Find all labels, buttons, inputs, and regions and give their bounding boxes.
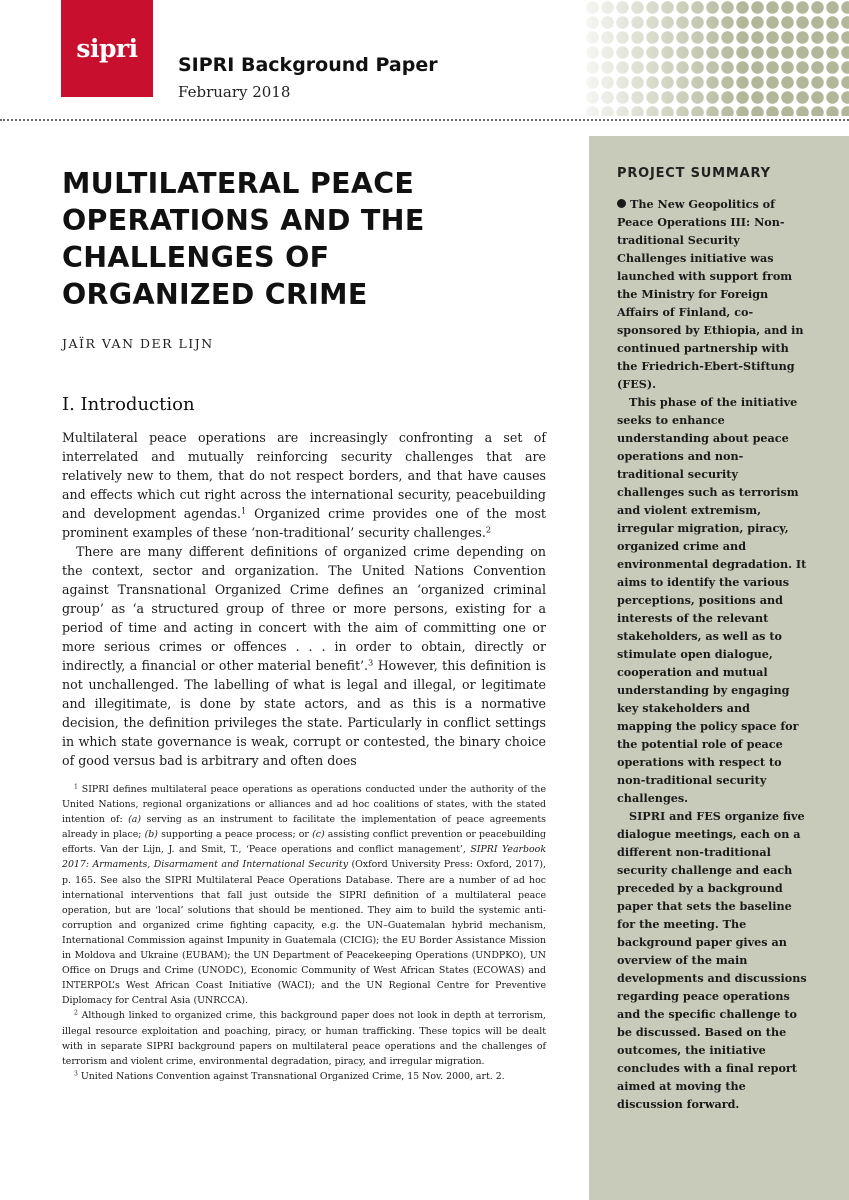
summary-paragraph: This phase of the initiative seeks to enhance understanding about peace operations and non-traditional security challenges such as terrorism and violent extremism, irregular migration, piracy, organized crime and environmental degradation. It aims to identify the various perceptions, positions and interests of the relevant stakeholders, as well as to stimulate open dialogue, cooperation and mutual understanding by engaging key stakeholders and mapping the policy space for the potential role of peace operations with respect to non-traditional security challenges.	[617, 395, 807, 805]
publication-date: February 2018	[178, 83, 291, 101]
footnote: $^3$ United Nations Convention against Transnational Organized Crime, 15 Nov. 2000, art. 2.	[74, 1070, 505, 1082]
summary-paragraph: SIPRI and FES organize five dialogue meetings, each on a different non-traditional security challenge and each preceded by a background paper that sets the baseline for the meeting. The background paper gives an overview of the main developments and discussions regarding peace operations and the specific challenge to be discussed. Based on the outcomes, the initiative concludes with a final report aimed at moving the discussion forward.	[617, 809, 807, 1111]
footnotes	[62, 782, 546, 1084]
summary-paragraph: The New Geopolitics of Peace Operations III: Non-traditional Security Challenges initiative was launched with support from the Ministry for Foreign Affairs of Finland, co-sponsored by Ethiopia, and in continued partnership with the Friedrich-Ebert-Stiftung (FES).	[617, 197, 804, 391]
header-divider	[0, 119, 849, 121]
logo-text: sipri	[76, 34, 138, 63]
decorative-dot-pattern	[585, 0, 849, 116]
project-summary-heading: PROJECT SUMMARY	[617, 166, 771, 181]
project-summary-sidebar	[589, 136, 849, 1200]
footnote-ref[interactable]: 1	[240, 505, 247, 516]
body-paragraph: Multilateral peace operations are increasingly confronting a set of interrelated and mutually reinforcing security challenges that are relatively new to them, that do not respect borders, and that have causes and effects which cut right across the international security, peacebuilding and development agendas.$^1$ Organized crime provides one of the most prominent examples of these ‘non-traditional’ security challenges.$^2$	[62, 430, 546, 540]
body-text	[62, 428, 546, 770]
footnote-ref[interactable]: 2	[485, 524, 492, 535]
series-title: SIPRI Background Paper	[178, 54, 438, 76]
bullet-icon	[617, 199, 626, 208]
paper-title: MULTILATERAL PEACE OPERATIONS AND THE CHALLENGES OF ORGANIZED CRIME	[62, 167, 425, 311]
author-name: JAÏR VAN DER LIJN	[62, 336, 214, 351]
footnote: $^2$ Although linked to organized crime, this background paper does not look in depth at terrorism, illegal resource exploitation and poaching, piracy, or human trafficking. These topics will be dealt with in separate SIPRI background papers on multilateral peace operations and the challenges of terrorism and violent crime, environmental degradation, piracy, and irregular migration.	[62, 1010, 546, 1067]
footnote-ref[interactable]: 3	[368, 657, 374, 668]
footnote: $^1$ SIPRI defines multilateral peace operations as operations conducted under the authority of the United Nations, regional organizations or alliances and ad hoc coalitions of states, with the stated intention of: (a) serving as an instrument to facilitate the implementation of peace agreements already in place; (b) supporting a peace process; or (c) assisting conflict prevention or peacebuilding efforts. Van der Lijn, J. and Smit, T., ‘Peace operations and conflict management’, SIPRI Yearbook 2017: Armaments, Disarmament and International Security (Oxford University Press: Oxford, 2017), p. 165. See also the SIPRI Multilateral Peace Operations Database. There are a number of ad hoc international interventions that fall just outside the SIPRI definition of a multilateral peace operation, but are ‘local’ solutions that should be mentioned. They aim to build the systemic anti-corruption and organized crime fighting capacity, e.g. the UN–Guatemalan hybrid mechanism, International Commission against Impunity in Guatemala (CICIG); the EU Border Assistance Mission in Moldova and Ukraine (EUBAM); the UN Department of Peacekeeping Operations (UNDPKO), UN Office on Drugs and Crime (UNODC), Economic Community of West African States (ECOWAS) and INTERPOL’s West African Coast Initiative (WACI); and the UN Regional Centre for Preventive Diplomacy for Central Asia (UNRCCA).	[62, 783, 546, 1007]
section-heading: I. Introduction	[62, 394, 195, 415]
body-paragraph: There are many different definitions of organized crime depending on the context, sector and organization. The United Nations Convention against Transnational Organized Crime defines an ‘organized criminal group’ as ‘a structured group of three or more persons, existing for a period of time and acting in concert with the aim of committing one or more serious crimes or offences . . . in order to obtain, directly or indirectly, a financial or other material benefit’.$^3$ However, this definition is not unchallenged. The labelling of what is legal and illegal, or legitimate and illegitimate, is done by state actors, and as this is a normative decision, the definition privileges the state. Particularly in conflict settings in which state governance is weak, corrupt or contested, the binary choice of good versus bad is arbitrary and often does	[62, 544, 546, 768]
sipri-logo	[61, 0, 153, 97]
